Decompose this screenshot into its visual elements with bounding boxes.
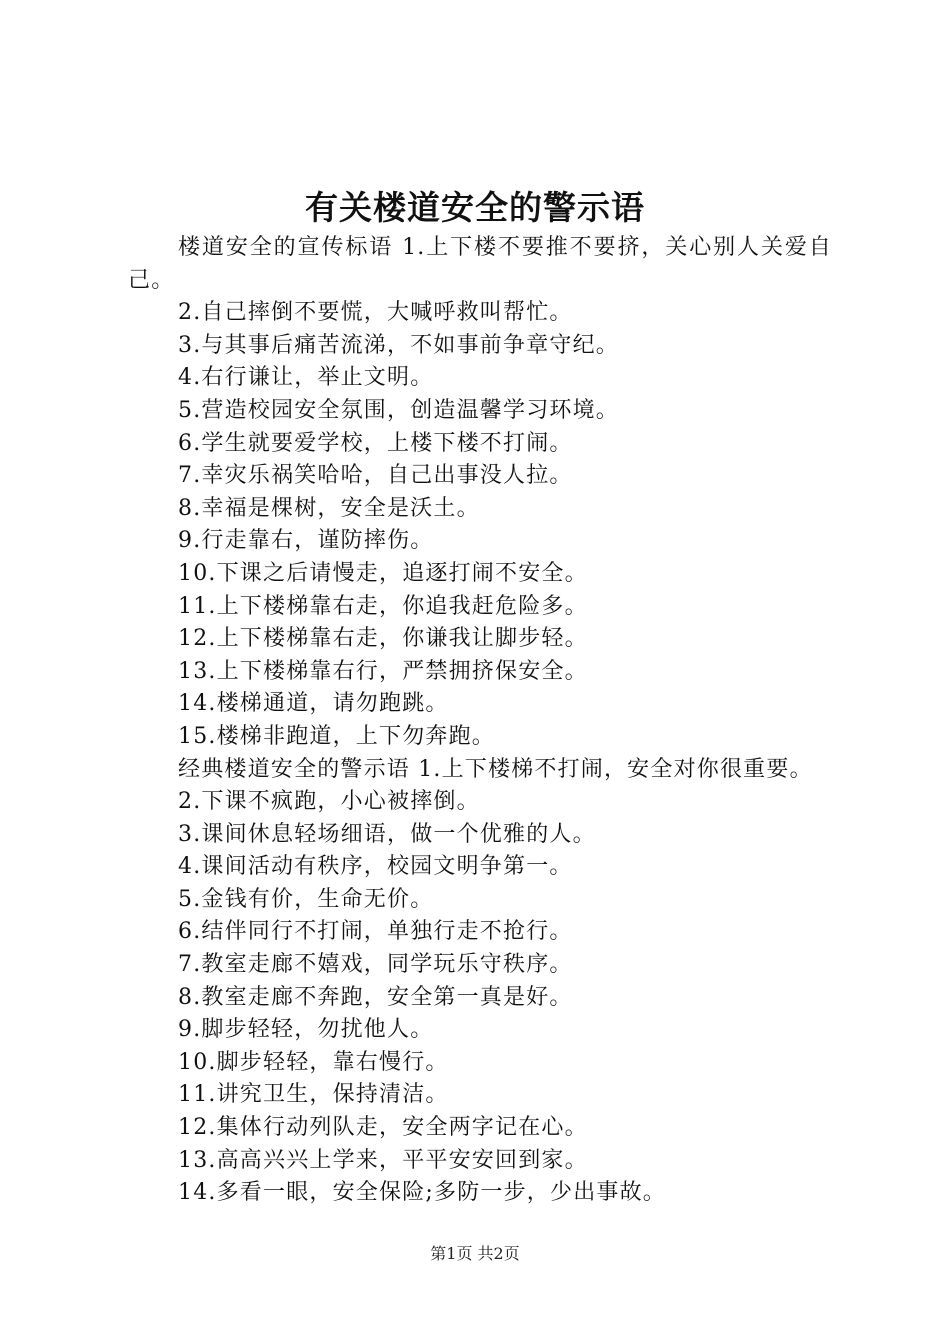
page-footer: 第1页 共2页 [430, 1244, 520, 1263]
list-item: 3.与其事后痛苦流涕，不如事前争章守纪。 [178, 332, 619, 358]
list-item: 8.幸福是棵树，安全是沃土。 [178, 495, 480, 521]
list-item: 14.多看一眼，安全保险;多防一步，少出事故。 [178, 1180, 667, 1206]
list-item: 2.下课不疯跑，小心被摔倒。 [178, 789, 480, 815]
section2-list [128, 786, 832, 1210]
list-item: 13.高高兴兴上学来，平平安安回到家。 [178, 1147, 588, 1173]
list-item: 15.楼梯非跑道，上下勿奔跑。 [178, 723, 495, 749]
section1-list [128, 297, 832, 753]
list-item: 5.金钱有价，生命无价。 [178, 886, 434, 912]
list-item: 7.幸灾乐祸笑哈哈，自己出事没人拉。 [178, 463, 573, 489]
section1-intro: 楼道安全的宣传标语 1.上下楼不要推不要挤，关心别人关爱自己。 [128, 235, 832, 293]
list-item: 9.行走靠右，谨防摔伤。 [178, 528, 434, 554]
list-item: 13.上下楼梯靠右行，严禁拥挤保安全。 [178, 658, 588, 684]
list-item: 10.下课之后请慢走，追逐打闹不安全。 [178, 560, 588, 586]
list-item: 5.营造校园安全氛围，创造温馨学习环境。 [178, 397, 619, 423]
list-item: 6.学生就要爱学校，上楼下楼不打闹。 [178, 430, 573, 456]
list-item: 4.课间活动有秩序，校园文明争第一。 [178, 854, 573, 880]
list-item: 11.讲究卫生，保持清洁。 [178, 1082, 449, 1108]
list-item: 14.楼梯通道，请勿跑跳。 [178, 691, 449, 717]
list-item: 3.课间休息轻场细语，做一个优雅的人。 [178, 821, 596, 847]
list-item: 7.教室走廊不嬉戏，同学玩乐守秩序。 [178, 952, 573, 978]
list-item: 6.结伴同行不打闹，单独行走不抢行。 [178, 919, 573, 945]
list-item: 12.集体行动列队走，安全两字记在心。 [178, 1115, 588, 1141]
document-body [128, 232, 832, 1210]
list-item: 2.自己摔倒不要慌，大喊呼救叫帮忙。 [178, 300, 573, 326]
list-item: 12.上下楼梯靠右走，你谦我让脚步轻。 [178, 626, 588, 652]
list-item: 11.上下楼梯靠右走，你追我赶危险多。 [178, 593, 588, 619]
page-title: 有关楼道安全的警示语 [305, 188, 645, 227]
list-item: 9.脚步轻轻，勿扰他人。 [178, 1017, 434, 1043]
list-item: 10.脚步轻轻，靠右慢行。 [178, 1049, 449, 1075]
section2-intro: 经典楼道安全的警示语 1.上下楼梯不打闹，安全对你很重要。 [178, 756, 813, 782]
list-item: 4.右行谦让，举止文明。 [178, 365, 434, 391]
list-item: 8.教室走廊不奔跑，安全第一真是好。 [178, 984, 573, 1010]
